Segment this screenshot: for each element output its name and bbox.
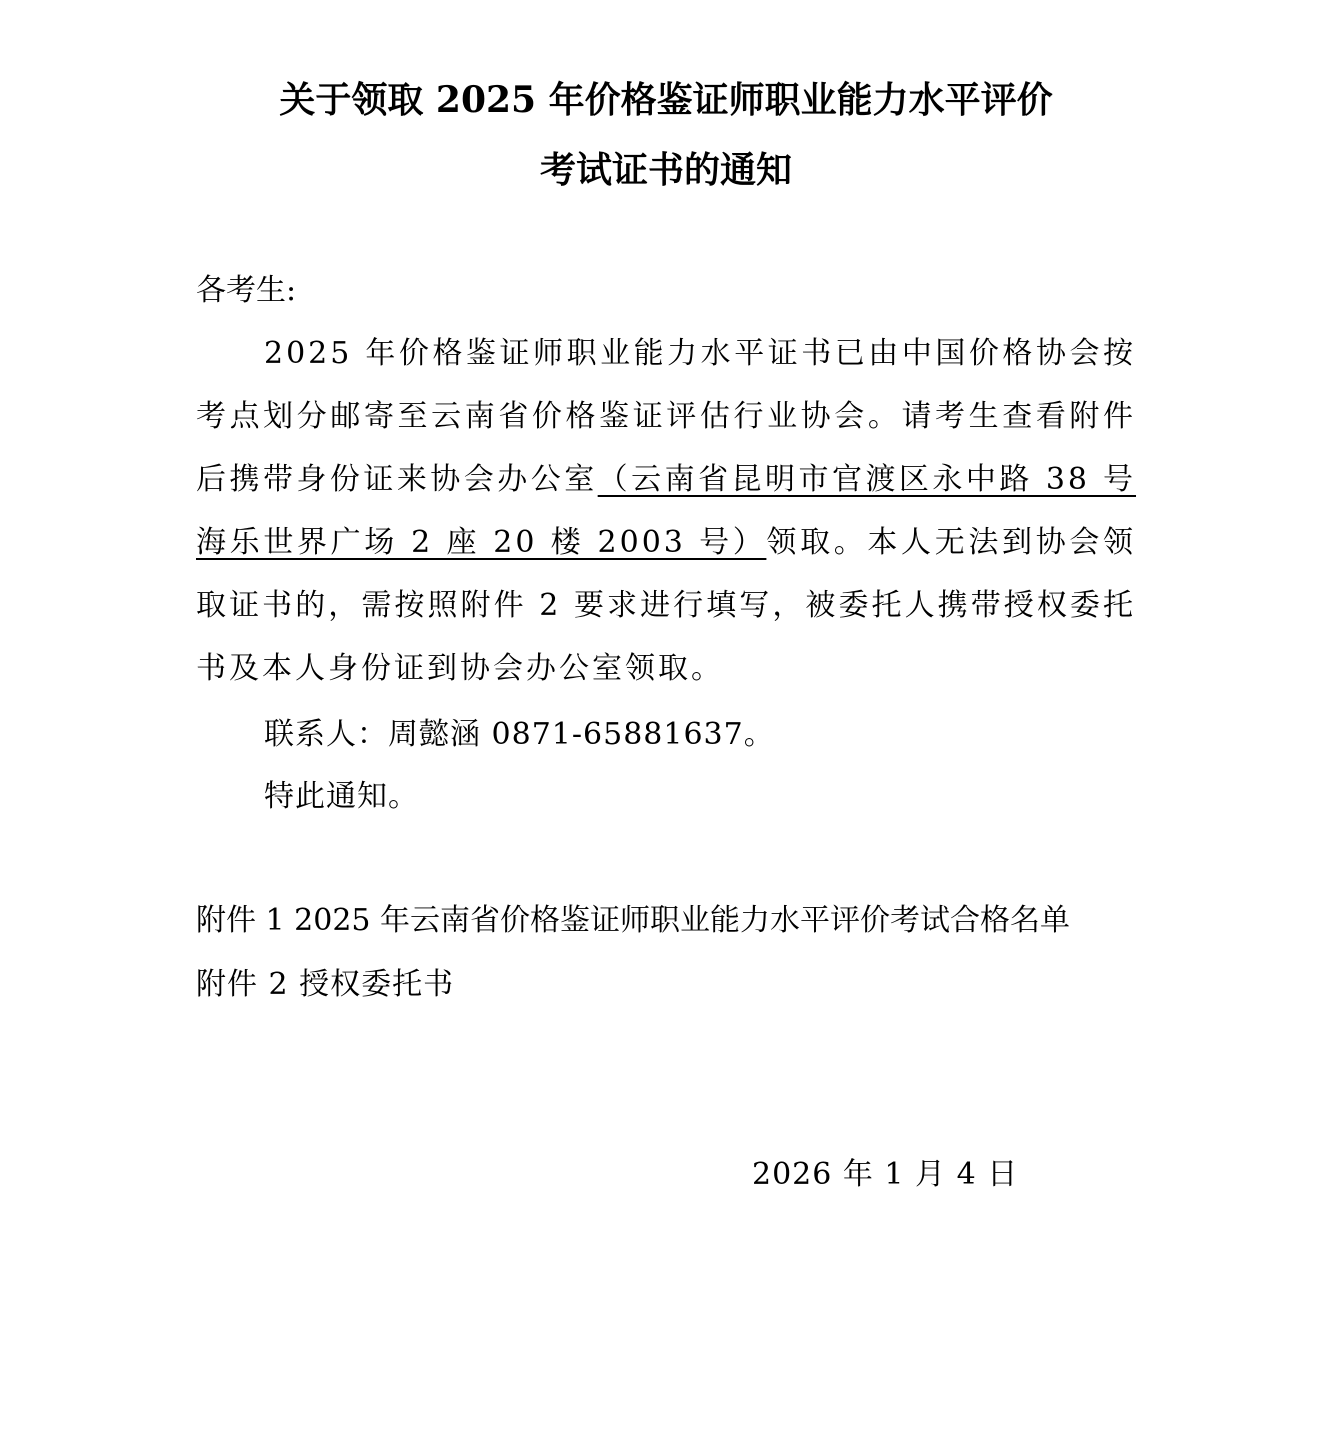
contact-line: 联系人：周懿涵 0871-65881637。 xyxy=(264,717,775,752)
office-address: （云南省昆明市官渡区永中路 38 号海乐世界广场 2 座 20 楼 2003 号） xyxy=(196,462,1137,560)
paragraph-text-part-2: 领取。本人无法到协会领取证书的，需按照附件 2 要求进行填写，被委托人携带授权委托书及本人身份证到协会办公室领取。 xyxy=(196,525,1137,686)
attachment-2: 附件 2 授权委托书 xyxy=(196,967,455,1002)
main-paragraph xyxy=(196,322,1136,700)
document-date: 2026 年 1 月 4 日 xyxy=(752,1157,1019,1192)
salutation: 各考生: xyxy=(196,273,297,308)
closing-notice: 特此通知。 xyxy=(264,779,419,814)
paragraph-text-part-1: 2025 年价格鉴证师职业能力水平证书已由中国价格协会按考点划分邮寄至云南省价格鉴证评估行业协会。请考生查看附件后携带身份证来协会办公室 xyxy=(196,336,1136,497)
document-title-line-2: 考试证书的通知 xyxy=(539,149,792,191)
document-title-line-1: 关于领取 2025 年价格鉴证师职业能力水平评价 xyxy=(279,79,1053,121)
attachment-1: 附件 1 2025 年云南省价格鉴证师职业能力水平评价考试合格名单 xyxy=(196,903,1071,938)
